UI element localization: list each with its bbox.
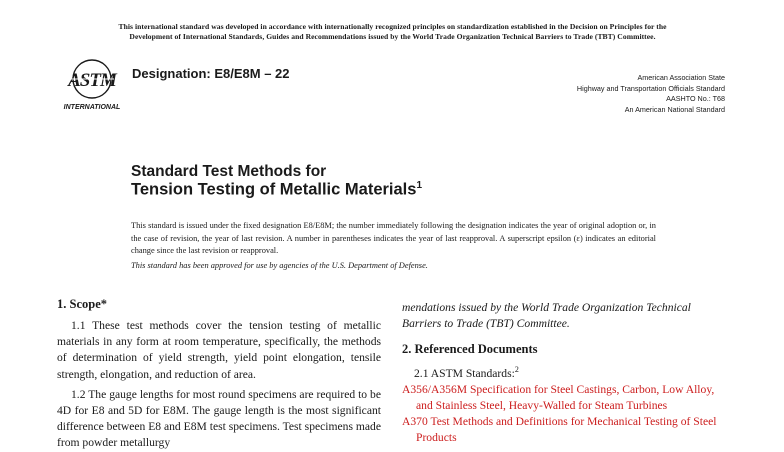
astm-standards-label — [402, 362, 726, 382]
designation: Designation: E8/E8M – 22 — [132, 66, 290, 81]
paragraph-1-2: 1.2 The gauge lengths for most round specimens are required to be 4D for E8 and 5D for E8M. The gauge length is the most significant difference between E8 and E8M test specimens. Test specimens made from powder metallurgy — [57, 387, 381, 450]
aashto-block — [480, 73, 725, 115]
reference-link[interactable]: A370 — [402, 415, 428, 429]
reference-item — [402, 414, 726, 446]
aashto-line: American Association State — [637, 73, 725, 82]
astm-logo-icon — [60, 55, 124, 113]
scope-heading: 1. Scope* — [57, 297, 107, 311]
aashto-line: An American National Standard — [624, 104, 725, 114]
tbt-notice-line-1: This international standard was developed in accordance with internationally recognized principles on standardization established in the Decision on Principles for the — [118, 22, 667, 31]
left-column — [57, 296, 381, 452]
reference-title-link[interactable]: Specification for Steel Castings, Carbon, Low Alloy, and Stainless Steel, Heavy-Walled for Steam Turbines — [416, 383, 715, 413]
tbt-notice-line-2: Development of International Standards, Guides and Recommendations issued by the World Trade Organization Technical Barriers to Trade (TBT) Committee. — [129, 32, 656, 41]
title-footnote-mark: 1 — [416, 180, 423, 191]
paragraph-1-1: 1.1 These test methods cover the tension testing of metallic materials in any form at room temperature, specifically, the methods of determination of yield strength, yield point elongation, tensile strength, elongation, and reduction of area. — [57, 319, 381, 381]
aashto-line: AASHTO No.: T68 — [666, 94, 725, 103]
referenced-documents-heading: 2. Referenced Documents — [402, 342, 538, 357]
logo-text: ASTM — [68, 70, 116, 91]
reference-title-link[interactable]: Test Methods and Definitions for Mechanical Testing of Steel Products — [416, 415, 717, 445]
right-column — [402, 300, 726, 446]
astm-footnote-mark: 2 — [514, 365, 519, 375]
issuance-statement: This standard is issued under the fixed designation E8/E8M; the number immediately following the designation indicates the year of original adoption or, in the case of revision, the year of last revision. A number in parentheses indicates the year of last reapproval. A superscript epsilon (ε) indicates an editorial change since the last revision or reapproval. — [131, 221, 656, 255]
dod-approval: This standard has been approved for use by agencies of the U.S. Department of Defense. — [131, 261, 428, 270]
aashto-line: Highway and Transportation Officials Standard — [576, 83, 725, 93]
astm-standards-text: 2.1 ASTM Standards: — [414, 367, 515, 381]
title-main: Tension Testing of Metallic Materials — [131, 180, 417, 199]
reference-item — [402, 382, 726, 414]
logo-subtext: INTERNATIONAL — [63, 104, 121, 111]
title-line-1: Standard Test Methods for — [131, 163, 327, 180]
tbt-notice — [40, 22, 745, 42]
continued-text: mendations issued by the World Trade Organization Technical Barriers to Trade (TBT) Committee. — [402, 301, 691, 331]
reference-link[interactable]: A356/A356M — [402, 383, 468, 397]
astm-logo — [60, 55, 124, 113]
title-line-2 — [131, 180, 422, 200]
